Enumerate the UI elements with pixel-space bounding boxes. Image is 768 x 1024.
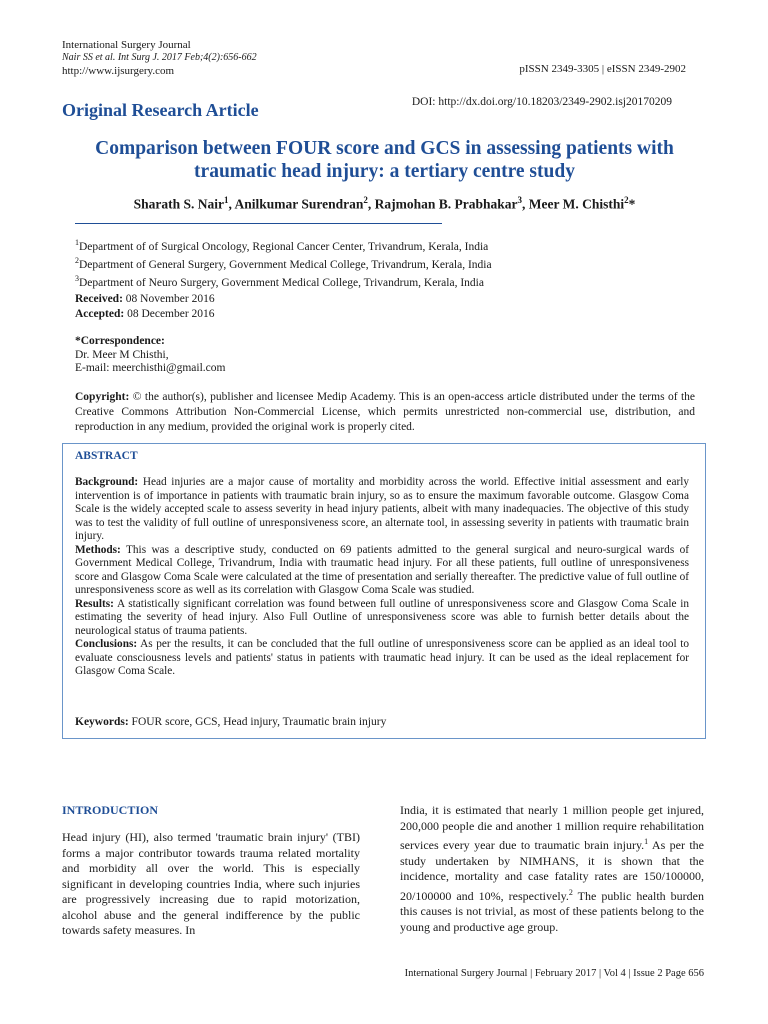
affil-text: Department of Neuro Surgery, Government Medical College, Trivandrum, Kerala, India [79, 276, 484, 289]
issn: pISSN 2349-3305 | eISSN 2349-2902 [519, 63, 686, 75]
dates [75, 292, 215, 322]
author-separator: , [367, 196, 375, 212]
affil-number: 1 [75, 238, 79, 247]
keywords-text: FOUR score, GCS, Head injury, Traumatic brain injury [131, 716, 387, 728]
introduction-heading: INTRODUCTION [62, 803, 159, 817]
abstract-background [75, 476, 689, 544]
accepted-date: 08 December 2016 [127, 308, 215, 320]
citation-ref[interactable]: 1 [644, 837, 649, 846]
affil-text: Department of of Surgical Oncology, Regional Cancer Center, Trivandrum, Kerala, India [79, 240, 489, 253]
results-label: Results: [75, 597, 114, 610]
divider [75, 223, 442, 224]
author-affil-ref: 3 [517, 195, 523, 205]
affiliation [75, 254, 492, 272]
correspondence-email[interactable]: E-mail: meerchisthi@gmail.com [75, 362, 226, 374]
citation-ref[interactable]: 2 [568, 887, 573, 897]
abstract-body [75, 476, 689, 679]
received-date: 08 November 2016 [125, 293, 215, 305]
intro-paragraph-right [400, 803, 704, 935]
affiliations [75, 236, 492, 289]
affiliation [75, 272, 492, 290]
author: Meer M. Chisthi [528, 196, 625, 212]
accepted-label: Accepted: [75, 308, 125, 320]
abstract-heading: ABSTRACT [75, 450, 138, 462]
results-text: A statistically significant correlation was found between full outline of unresponsiveness score and Glasgow Coma Scale in estimating the severity of head injury. Also Full Outline of unresponsiveness score was able to furnish better details about the neurological status of trauma patients. [75, 597, 690, 637]
author-list [62, 195, 707, 213]
abstract-methods [75, 544, 689, 598]
citation: Nair SS et al. Int Surg J. 2017 Feb;4(2):656-662 [62, 52, 257, 63]
doi-link[interactable]: DOI: http://dx.doi.org/10.18203/2349-2902.isj20170209 [411, 96, 672, 108]
author-affil-ref: 2 [363, 195, 368, 205]
author-separator: , [228, 196, 235, 212]
correspondence [75, 335, 225, 376]
author-separator: , [522, 196, 529, 212]
copyright-label: Copyright: [75, 391, 130, 403]
keywords-label: Keywords: [75, 716, 129, 728]
background-text: Head injuries are a major cause of mortality and morbidity across the world. Effective initial assessment and early intervention is of importance in patients with traumatic brain injury, so as to ensure the maximum favorable outcome. Glasgow Coma Scale is the widely accepted scale to assess severity in head injury patients, albeit with many inadequacies. The objective of this study was to test the validity of full outline of unresponsiveness score, an alternate tool, in assessing severity in patients with traumatic brain injury. [75, 476, 690, 542]
intro-paragraph-left: Head injury (HI), also termed 'traumatic brain injury' (TBI) forms a major contributor towards trauma related mortality and morbidity all over the world. This is especially significant in developing countries India, where such injuries are progressively increasing due to rapid motorization, alcohol abuse and the general indifference by the public towards safety measures. In [62, 830, 360, 937]
abstract-conclusions [75, 638, 689, 679]
methods-text: This was a descriptive study, conducted on 69 patients admitted to the general surgical and neuro-surgical wards of Government Medical College, Trivandrum, India with traumatic head injury. For all these patients, full outline of unresponsiveness score and Glasgow Coma Scale were calculated at the time of presentation and serially thereafter. The predictive value of full outline of unresponsiveness score as well as its correlation with Glasgow Coma Scale was studied. [75, 543, 690, 596]
abstract-results [75, 598, 689, 639]
affil-number: 3 [75, 273, 79, 283]
author-affil-ref: 1 [223, 195, 229, 205]
copyright-notice [75, 390, 695, 435]
page-footer: International Surgery Journal | February 2017 | Vol 4 | Issue 2 Page 656 [404, 968, 704, 979]
right-column [400, 803, 704, 935]
author: Rajmohan B. Prabhakar [374, 196, 518, 212]
paper-title: Comparison between FOUR score and GCS in assessing patients with traumatic head injury: a tertiary centre study [95, 138, 674, 182]
intro-text: The public health burden this causes is not trivial, as most of these patients belong to the young and productive age group. [400, 888, 705, 934]
affil-number: 2 [75, 255, 79, 265]
received-label: Received: [75, 293, 123, 305]
author-affil-ref: 2 [624, 195, 629, 205]
correspondence-label: *Correspondence: [75, 335, 165, 347]
correspondence-name: Dr. Meer M Chisthi, [75, 348, 169, 361]
corresponding-mark: * [628, 196, 636, 212]
methods-label: Methods: [75, 543, 121, 556]
article-type: Original Research Article [62, 100, 259, 120]
background-label: Background: [75, 476, 139, 488]
affiliation [75, 236, 492, 254]
author: Sharath S. Nair [133, 196, 224, 212]
intro-text: As per the study undertaken by NIMHANS, it is shown that the incidence, mortality and case fatality rates are 150/100000, 20/100000 and 10%, respectively. [400, 838, 704, 903]
left-column [62, 803, 360, 939]
copyright-text: © the author(s), publisher and licensee Medip Academy. This is an open-access article distributed under the terms of the Creative Commons Attribution Non-Commercial License, which permits unrestricted non-commercial use, distribution, and reproduction in any medium, provided the original work is properly cited. [75, 391, 695, 433]
keywords [75, 716, 386, 728]
journal-url[interactable]: http://www.ijsurgery.com [62, 65, 175, 77]
conclusions-label: Conclusions: [75, 638, 138, 650]
conclusions-text: As per the results, it can be concluded that the full outline of unresponsiveness score can be applied as an ideal tool to evaluate consciousness levels and patients' status in patients with traumatic head injury. It can be used as the ideal replacement for Glasgow Coma Scale. [75, 638, 689, 677]
intro-text: India, it is estimated that nearly 1 million people get injured, 200,000 people die and another 1 million require rehabilitation services every year due to traumatic brain injury. [400, 803, 704, 852]
author: Anilkumar Surendran [234, 196, 364, 212]
affil-text: Department of General Surgery, Government Medical College, Trivandrum, Kerala, India [79, 258, 492, 271]
journal-name: International Surgery Journal [62, 39, 191, 51]
